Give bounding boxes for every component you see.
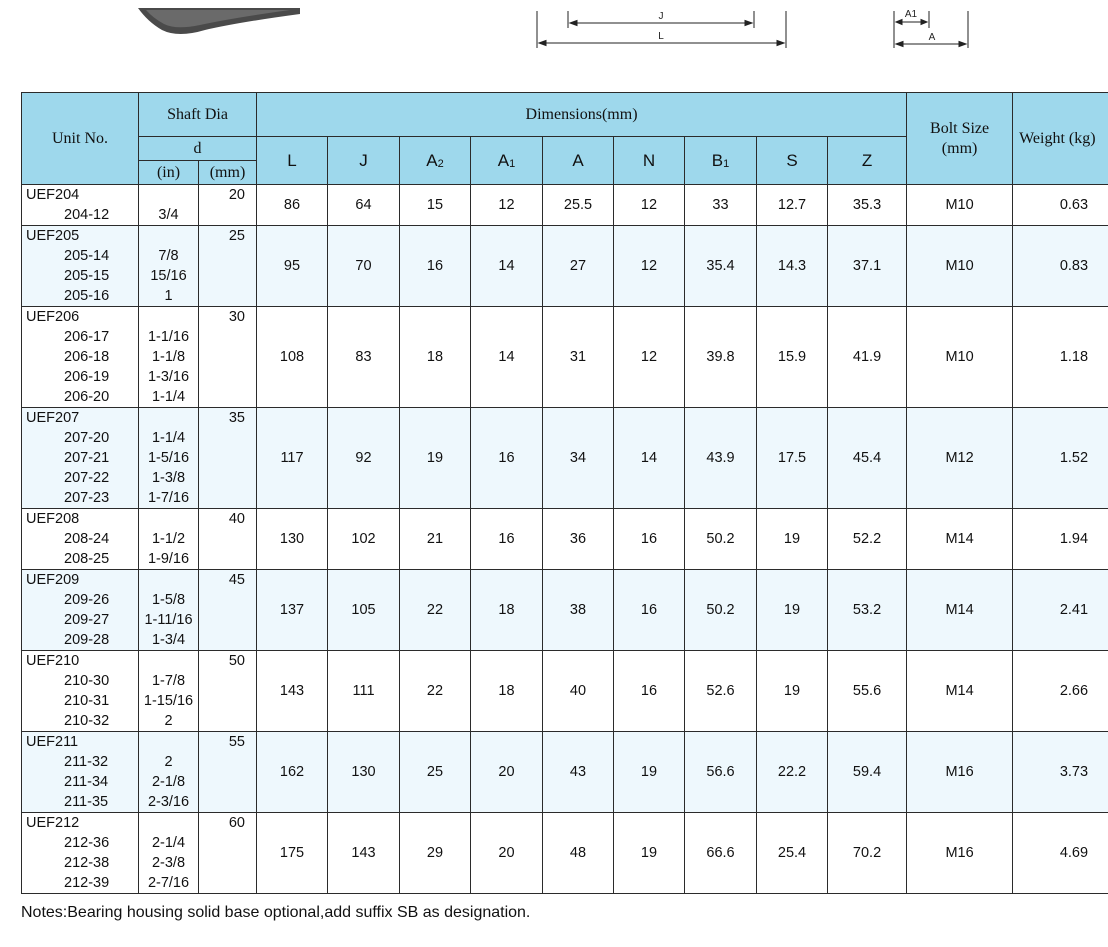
cell-a2: 15	[400, 185, 471, 226]
unit-main-label: UEF212	[26, 815, 80, 831]
cell-j: 64	[328, 185, 400, 226]
table-row	[22, 570, 1108, 651]
unit-sub-label: 212-39	[64, 875, 110, 891]
cell-bolt: M14	[907, 570, 1013, 651]
unit-sub-label: 206-17	[64, 329, 110, 345]
shaft-in-value: 1-11/16	[144, 612, 193, 628]
cell-l: 175	[257, 813, 328, 894]
unit-sub-label: 207-22	[64, 470, 110, 486]
cell-shaft-mm: 40	[199, 509, 257, 570]
cell-bolt: M16	[907, 732, 1013, 813]
cell-l: 95	[257, 226, 328, 307]
unit-sub-label: 208-25	[64, 551, 110, 567]
cell-unit-no	[22, 185, 139, 226]
dimensions-spec-table	[21, 92, 1108, 894]
cell-bolt: M16	[907, 813, 1013, 894]
shaft-in-value: 1-1/2	[151, 531, 186, 547]
table-row	[22, 651, 1108, 732]
cell-s: 12.7	[757, 185, 828, 226]
cell-a1: 16	[471, 408, 543, 509]
shaft-in-value: 2-1/4	[151, 835, 186, 851]
cell-weight: 0.83	[1013, 226, 1108, 307]
cell-shaft-in	[139, 570, 199, 651]
unit-sub-label: 206-18	[64, 349, 110, 365]
cell-l: 117	[257, 408, 328, 509]
shaft-in-value: 1-3/16	[147, 369, 190, 385]
shaft-in-value: 1-7/8	[151, 673, 186, 689]
cell-a1: 20	[471, 732, 543, 813]
cell-a2: 29	[400, 813, 471, 894]
shaft-in-value: 1-3/8	[151, 470, 186, 486]
cell-l: 86	[257, 185, 328, 226]
cell-s: 17.5	[757, 408, 828, 509]
cell-unit-no	[22, 570, 139, 651]
cell-unit-no	[22, 226, 139, 307]
cell-j: 70	[328, 226, 400, 307]
header-dim-L: L	[257, 137, 328, 185]
shaft-in-value: 3/4	[158, 207, 179, 223]
unit-sub-label: 206-20	[64, 389, 110, 405]
unit-main-label: UEF210	[26, 653, 80, 669]
cell-b1: 35.4	[685, 226, 757, 307]
cell-bolt: M10	[907, 185, 1013, 226]
cell-weight: 2.41	[1013, 570, 1108, 651]
header-dim-A: A	[543, 137, 614, 185]
shaft-in-value: 1-5/16	[147, 450, 190, 466]
cell-z: 52.2	[828, 509, 907, 570]
cell-weight: 3.73	[1013, 732, 1108, 813]
header-dimensions: Dimensions(mm)	[257, 93, 907, 137]
unit-sub-label: 211-34	[64, 774, 109, 790]
cell-b1: 39.8	[685, 307, 757, 408]
unit-sub-label: 211-32	[64, 754, 109, 770]
cell-b1: 52.6	[685, 651, 757, 732]
cell-z: 37.1	[828, 226, 907, 307]
table-row	[22, 408, 1108, 509]
cell-a: 38	[543, 570, 614, 651]
shaft-in-value: 2-3/8	[151, 855, 186, 871]
cell-a1: 20	[471, 813, 543, 894]
cell-shaft-in	[139, 307, 199, 408]
cell-a2: 19	[400, 408, 471, 509]
header-weight: Weight (kg)	[1013, 93, 1108, 185]
unit-sub-label: 207-21	[64, 450, 110, 466]
unit-sub-label: 209-28	[64, 632, 110, 648]
cell-bolt: M10	[907, 307, 1013, 408]
cell-n: 12	[614, 307, 685, 408]
cell-n: 19	[614, 732, 685, 813]
cell-shaft-in	[139, 732, 199, 813]
dimension-l-label: L	[658, 31, 664, 42]
cell-z: 35.3	[828, 185, 907, 226]
unit-sub-label: 212-36	[64, 835, 110, 851]
cell-z: 45.4	[828, 408, 907, 509]
header-mm: (mm)	[199, 161, 257, 185]
cell-n: 16	[614, 570, 685, 651]
cell-n: 12	[614, 226, 685, 307]
unit-sub-label: 209-27	[64, 612, 110, 628]
cell-a2: 18	[400, 307, 471, 408]
cell-s: 15.9	[757, 307, 828, 408]
cell-a: 31	[543, 307, 614, 408]
cell-z: 59.4	[828, 732, 907, 813]
header-d: d	[139, 137, 257, 161]
header-shaft-dia: Shaft Dia	[139, 93, 257, 137]
unit-main-label: UEF211	[26, 734, 79, 750]
unit-sub-label: 204-12	[64, 207, 110, 223]
cell-a2: 25	[400, 732, 471, 813]
cell-a2: 22	[400, 570, 471, 651]
cell-j: 102	[328, 509, 400, 570]
cell-z: 70.2	[828, 813, 907, 894]
unit-main-label: UEF208	[26, 511, 80, 527]
cell-weight: 4.69	[1013, 813, 1108, 894]
shaft-in-value: 2-7/16	[147, 875, 190, 891]
cell-j: 105	[328, 570, 400, 651]
cell-s: 19	[757, 651, 828, 732]
cell-a: 43	[543, 732, 614, 813]
technical-drawing-fragment	[0, 0, 1108, 60]
cell-j: 83	[328, 307, 400, 408]
cell-j: 143	[328, 813, 400, 894]
header-bolt-size: Bolt Size (mm)	[907, 93, 1013, 185]
cell-a1: 14	[471, 307, 543, 408]
cell-shaft-mm: 50	[199, 651, 257, 732]
cell-bolt: M14	[907, 651, 1013, 732]
header-dim-B1: $B_1$	[685, 137, 757, 185]
cell-b1: 56.6	[685, 732, 757, 813]
cell-b1: 33	[685, 185, 757, 226]
cell-unit-no	[22, 307, 139, 408]
table-row	[22, 732, 1108, 813]
dimension-a1-label: A1	[904, 9, 918, 20]
cell-z: 41.9	[828, 307, 907, 408]
cell-b1: 50.2	[685, 570, 757, 651]
unit-main-label: UEF204	[26, 187, 80, 203]
cell-a2: 21	[400, 509, 471, 570]
cell-j: 130	[328, 732, 400, 813]
header-dim-J: J	[328, 137, 400, 185]
cell-s: 19	[757, 570, 828, 651]
unit-sub-label: 212-38	[64, 855, 110, 871]
cell-bolt: M14	[907, 509, 1013, 570]
cell-b1: 50.2	[685, 509, 757, 570]
cell-shaft-mm: 25	[199, 226, 257, 307]
unit-sub-label: 210-31	[64, 693, 110, 709]
cell-n: 19	[614, 813, 685, 894]
cell-s: 19	[757, 509, 828, 570]
cell-s: 22.2	[757, 732, 828, 813]
unit-sub-label: 205-14	[64, 248, 110, 264]
cell-shaft-mm: 20	[199, 185, 257, 226]
table-row	[22, 813, 1108, 894]
header-unit-no: Unit No.	[22, 93, 139, 185]
cell-weight: 1.18	[1013, 307, 1108, 408]
cell-a2: 22	[400, 651, 471, 732]
cell-b1: 43.9	[685, 408, 757, 509]
cell-l: 108	[257, 307, 328, 408]
table-row	[22, 509, 1108, 570]
shaft-in-value: 2	[164, 754, 173, 770]
cell-n: 16	[614, 651, 685, 732]
shaft-in-value: 15/16	[150, 268, 187, 284]
cell-a1: 18	[471, 570, 543, 651]
shaft-in-value: 2-3/16	[147, 794, 190, 810]
shaft-in-value: 2-1/8	[151, 774, 186, 790]
unit-main-label: UEF207	[26, 410, 80, 426]
cell-j: 111	[328, 651, 400, 732]
unit-main-label: UEF206	[26, 309, 80, 325]
header-dim-A1: $A_1$	[471, 137, 543, 185]
cell-a2: 16	[400, 226, 471, 307]
cell-n: 14	[614, 408, 685, 509]
cell-unit-no	[22, 651, 139, 732]
cell-weight: 1.94	[1013, 509, 1108, 570]
unit-sub-label: 211-35	[64, 794, 109, 810]
unit-sub-label: 209-26	[64, 592, 110, 608]
cell-b1: 66.6	[685, 813, 757, 894]
cell-l: 143	[257, 651, 328, 732]
cell-z: 55.6	[828, 651, 907, 732]
header-dim-A2: $A_2$	[400, 137, 471, 185]
header-dim-S: S	[757, 137, 828, 185]
shaft-in-value: 1-15/16	[143, 693, 194, 709]
shaft-in-value: 1-1/4	[151, 389, 186, 405]
shaft-in-value: 1-3/4	[151, 632, 186, 648]
unit-sub-label: 208-24	[64, 531, 110, 547]
cell-a: 34	[543, 408, 614, 509]
cell-shaft-in	[139, 226, 199, 307]
header-dim-Z: Z	[828, 137, 907, 185]
cell-shaft-in	[139, 813, 199, 894]
header-in: (in)	[139, 161, 199, 185]
cell-a1: 16	[471, 509, 543, 570]
unit-sub-label: 210-32	[64, 713, 110, 729]
cell-unit-no	[22, 408, 139, 509]
shaft-in-value: 1-1/16	[147, 329, 190, 345]
cell-shaft-mm: 30	[199, 307, 257, 408]
cell-shaft-mm: 45	[199, 570, 257, 651]
cell-s: 14.3	[757, 226, 828, 307]
shaft-in-value: 1-1/8	[151, 349, 186, 365]
cell-unit-no	[22, 509, 139, 570]
cell-a: 27	[543, 226, 614, 307]
cell-bolt: M12	[907, 408, 1013, 509]
shaft-in-value: 1-5/8	[151, 592, 186, 608]
cell-shaft-in	[139, 509, 199, 570]
cell-l: 137	[257, 570, 328, 651]
cell-weight: 1.52	[1013, 408, 1108, 509]
cell-n: 16	[614, 509, 685, 570]
cell-j: 92	[328, 408, 400, 509]
cell-a: 25.5	[543, 185, 614, 226]
cell-shaft-in	[139, 408, 199, 509]
unit-sub-label: 206-19	[64, 369, 110, 385]
unit-sub-label: 210-30	[64, 673, 110, 689]
cell-unit-no	[22, 813, 139, 894]
cell-a1: 14	[471, 226, 543, 307]
cell-a: 48	[543, 813, 614, 894]
table-row	[22, 185, 1108, 226]
unit-sub-label: 205-16	[64, 288, 110, 304]
cell-a: 40	[543, 651, 614, 732]
cell-bolt: M10	[907, 226, 1013, 307]
unit-sub-label: 207-23	[64, 490, 110, 506]
shaft-in-value: 1-7/16	[147, 490, 190, 506]
notes-text: Notes:Bearing housing solid base optional,add suffix SB as designation.	[21, 904, 531, 921]
header-dim-N: N	[614, 137, 685, 185]
cell-s: 25.4	[757, 813, 828, 894]
shaft-in-value: 7/8	[158, 248, 179, 264]
unit-sub-label: 205-15	[64, 268, 110, 284]
cell-l: 130	[257, 509, 328, 570]
table-row	[22, 226, 1108, 307]
cell-shaft-in	[139, 185, 199, 226]
cell-shaft-in	[139, 651, 199, 732]
unit-main-label: UEF205	[26, 228, 80, 244]
cell-n: 12	[614, 185, 685, 226]
shaft-in-value: 1-9/16	[147, 551, 190, 567]
cell-weight: 0.63	[1013, 185, 1108, 226]
shaft-in-value: 1-1/4	[151, 430, 186, 446]
cell-l: 162	[257, 732, 328, 813]
unit-main-label: UEF209	[26, 572, 80, 588]
cell-a1: 18	[471, 651, 543, 732]
table-row	[22, 307, 1108, 408]
cell-a: 36	[543, 509, 614, 570]
shaft-in-value: 2	[164, 713, 173, 729]
cell-unit-no	[22, 732, 139, 813]
shaft-in-value: 1	[164, 288, 173, 304]
cell-weight: 2.66	[1013, 651, 1108, 732]
cell-a1: 12	[471, 185, 543, 226]
unit-sub-label: 207-20	[64, 430, 110, 446]
cell-z: 53.2	[828, 570, 907, 651]
dimension-a-label: A	[928, 32, 936, 43]
cell-shaft-mm: 55	[199, 732, 257, 813]
dimension-j-label: J	[658, 11, 664, 22]
cell-shaft-mm: 60	[199, 813, 257, 894]
cell-shaft-mm: 35	[199, 408, 257, 509]
